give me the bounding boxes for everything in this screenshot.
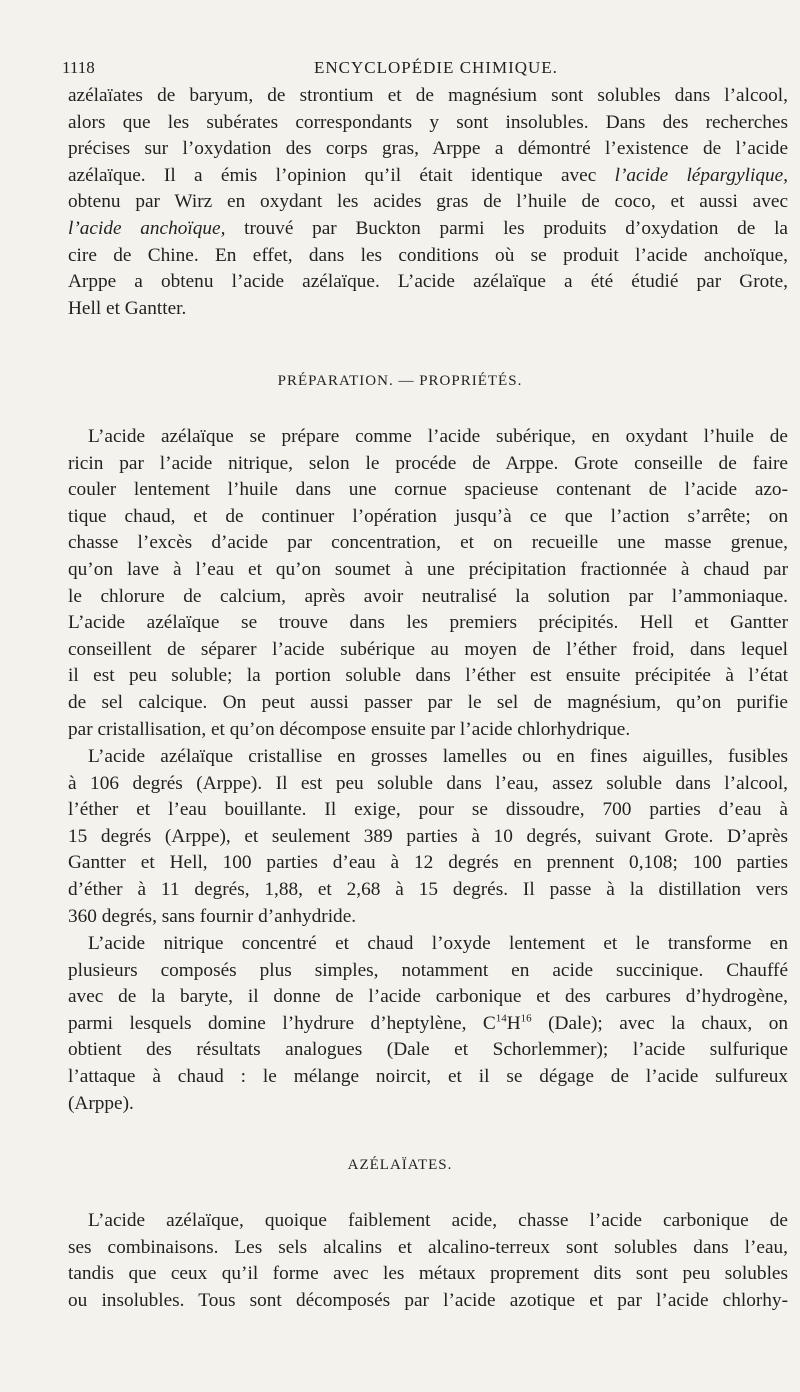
text-line: tandis que ceux qu’il forme avec les métaux proprement dits sont peu solubles bbox=[68, 1263, 788, 1285]
paragraph-properties bbox=[68, 744, 788, 930]
text-line: 360 degrés, sans fournir d’anhydride. bbox=[68, 905, 357, 927]
text-line: obtenu par Wirz en oxydant les acides gras de l’huile de coco, et aussi avec bbox=[68, 191, 788, 213]
section-heading-azelaiates: AZÉLAÏATES. bbox=[347, 1157, 453, 1173]
text-line: conseillent de séparer l’acide subérique au moyen de l’éther froid, dans lequel bbox=[68, 638, 788, 660]
text-line: (Arppe). bbox=[68, 1092, 134, 1114]
text-line: tique chaud, et de continuer l’opération jusqu’à ce que l’action s’arrête; on bbox=[68, 505, 788, 527]
text-line: plusieurs composés plus simples, notamment en acide succinique. Chauffé bbox=[68, 959, 788, 981]
text-line: chasse l’excès d’acide par concentration, et on recueille une masse grenue, bbox=[68, 532, 788, 554]
text-line: d’éther à 11 degrés, 1,88, et 2,68 à 15 degrés. Il passe à la distillation vers bbox=[68, 878, 788, 900]
text-line: précises sur l’oxydation des corps gras, Arppe a démontré l’existence de l’acide bbox=[68, 138, 788, 160]
text-line: le chlorure de calcium, après avoir neutralisé la solution par l’ammoniaque. bbox=[68, 585, 788, 607]
text-line: ou insolubles. Tous sont décomposés par l’acide azotique et par l’acide chlorhy- bbox=[68, 1289, 788, 1311]
text-line: alors que les subérates correspondants y sont insolubles. Dans des recherches bbox=[68, 111, 788, 133]
text-line: Gantter et Hell, 100 parties d’eau à 12 degrés en prennent 0,108; 100 parties bbox=[68, 852, 788, 874]
text-line: L’acide nitrique concentré et chaud l’oxyde lentement et le transforme en bbox=[88, 933, 788, 954]
paragraph-intro bbox=[68, 83, 788, 322]
text-line: couler lentement l’huile dans une cornue spacieuse contenant de l’acide azo- bbox=[68, 479, 788, 501]
section-heading-preparation: PRÉPARATION. — PROPRIÉTÉS. bbox=[277, 373, 523, 389]
text-line: L’acide azélaïque se trouve dans les premiers précipités. Hell et Gantter bbox=[68, 612, 788, 634]
paragraph-azelaiates bbox=[68, 1208, 788, 1314]
text-line: l’éther et l’eau bouillante. Il exige, pour se dissoudre, 700 parties d’eau à bbox=[68, 799, 788, 821]
italic-term: l’acide anchoïque, bbox=[68, 217, 226, 239]
text-line: L’acide azélaïque, quoique faiblement acide, chasse l’acide carbonique de bbox=[88, 1210, 788, 1231]
text-line: l’attaque à chaud : le mélange noircit, et il se dégage de l’acide sulfureux bbox=[68, 1065, 788, 1087]
paragraph-preparation bbox=[68, 424, 788, 743]
paragraph-reactions bbox=[68, 931, 788, 1117]
text-line: Hell et Gantter. bbox=[68, 297, 187, 319]
text-line: l’acide anchoïque, trouvé par Buckton parmi les produits d’oxydation de la bbox=[68, 217, 788, 239]
text-line: il est peu soluble; la portion soluble dans l’éther est ensuite précipitée à l’état bbox=[68, 665, 788, 687]
page-number: 1118 bbox=[62, 58, 95, 77]
text-line: ses combinaisons. Les sels alcalins et alcalino-terreux sont solubles dans l’eau, bbox=[68, 1236, 788, 1258]
text-line: obtient des résultats analogues (Dale et Schorlemmer); l’acide sulfurique bbox=[68, 1039, 788, 1061]
text-line: L’acide azélaïque se prépare comme l’acide subérique, en oxydant l’huile de bbox=[88, 426, 788, 447]
text-line: azélaïates de baryum, de strontium et de magnésium sont solubles dans l’alcool, bbox=[68, 85, 788, 106]
text-line: par cristallisation, et qu’on décompose ensuite par l’acide chlorhydrique. bbox=[68, 718, 631, 740]
text-line: 15 degrés (Arppe), et seulement 389 parties à 10 degrés, suivant Grote. D’après bbox=[68, 825, 788, 847]
text-line: cire de Chine. En effet, dans les conditions où se produit l’acide anchoïque, bbox=[68, 244, 788, 266]
text-line: avec de la baryte, il donne de l’acide carbonique et des carbures d’hydrogène, bbox=[68, 986, 788, 1008]
text-line: qu’on lave à l’eau et qu’on soumet à une précipitation fractionnée à chaud par bbox=[68, 558, 788, 580]
text-line-formula: parmi lesquels domine l’hydrure d’heptylène, $C^{14}H^{16}$ (Dale); avec la chaux, on bbox=[68, 1012, 788, 1034]
text-line: ricin par l’acide nitrique, selon le procéde de Arppe. Grote conseille de faire bbox=[68, 452, 788, 474]
text-line: azélaïque. Il a émis l’opinion qu’il était identique avec l’acide lépargylique, bbox=[68, 164, 788, 186]
text-line: à 106 degrés (Arppe). Il est peu soluble dans l’eau, assez soluble dans l’alcool, bbox=[68, 772, 788, 794]
text-line: de sel calcique. On peut aussi passer par le sel de magnésium, qu’on purifie bbox=[68, 691, 788, 713]
running-head bbox=[62, 58, 762, 80]
running-title: ENCYCLOPÉDIE CHIMIQUE. bbox=[314, 58, 558, 77]
text-line: Arppe a obtenu l’acide azélaïque. L’acide azélaïque a été étudié par Grote, bbox=[68, 271, 788, 293]
text-line: L’acide azélaïque cristallise en grosses lamelles ou en fines aiguilles, fusibles bbox=[88, 746, 788, 767]
italic-term: l’acide lépargylique, bbox=[614, 164, 788, 186]
